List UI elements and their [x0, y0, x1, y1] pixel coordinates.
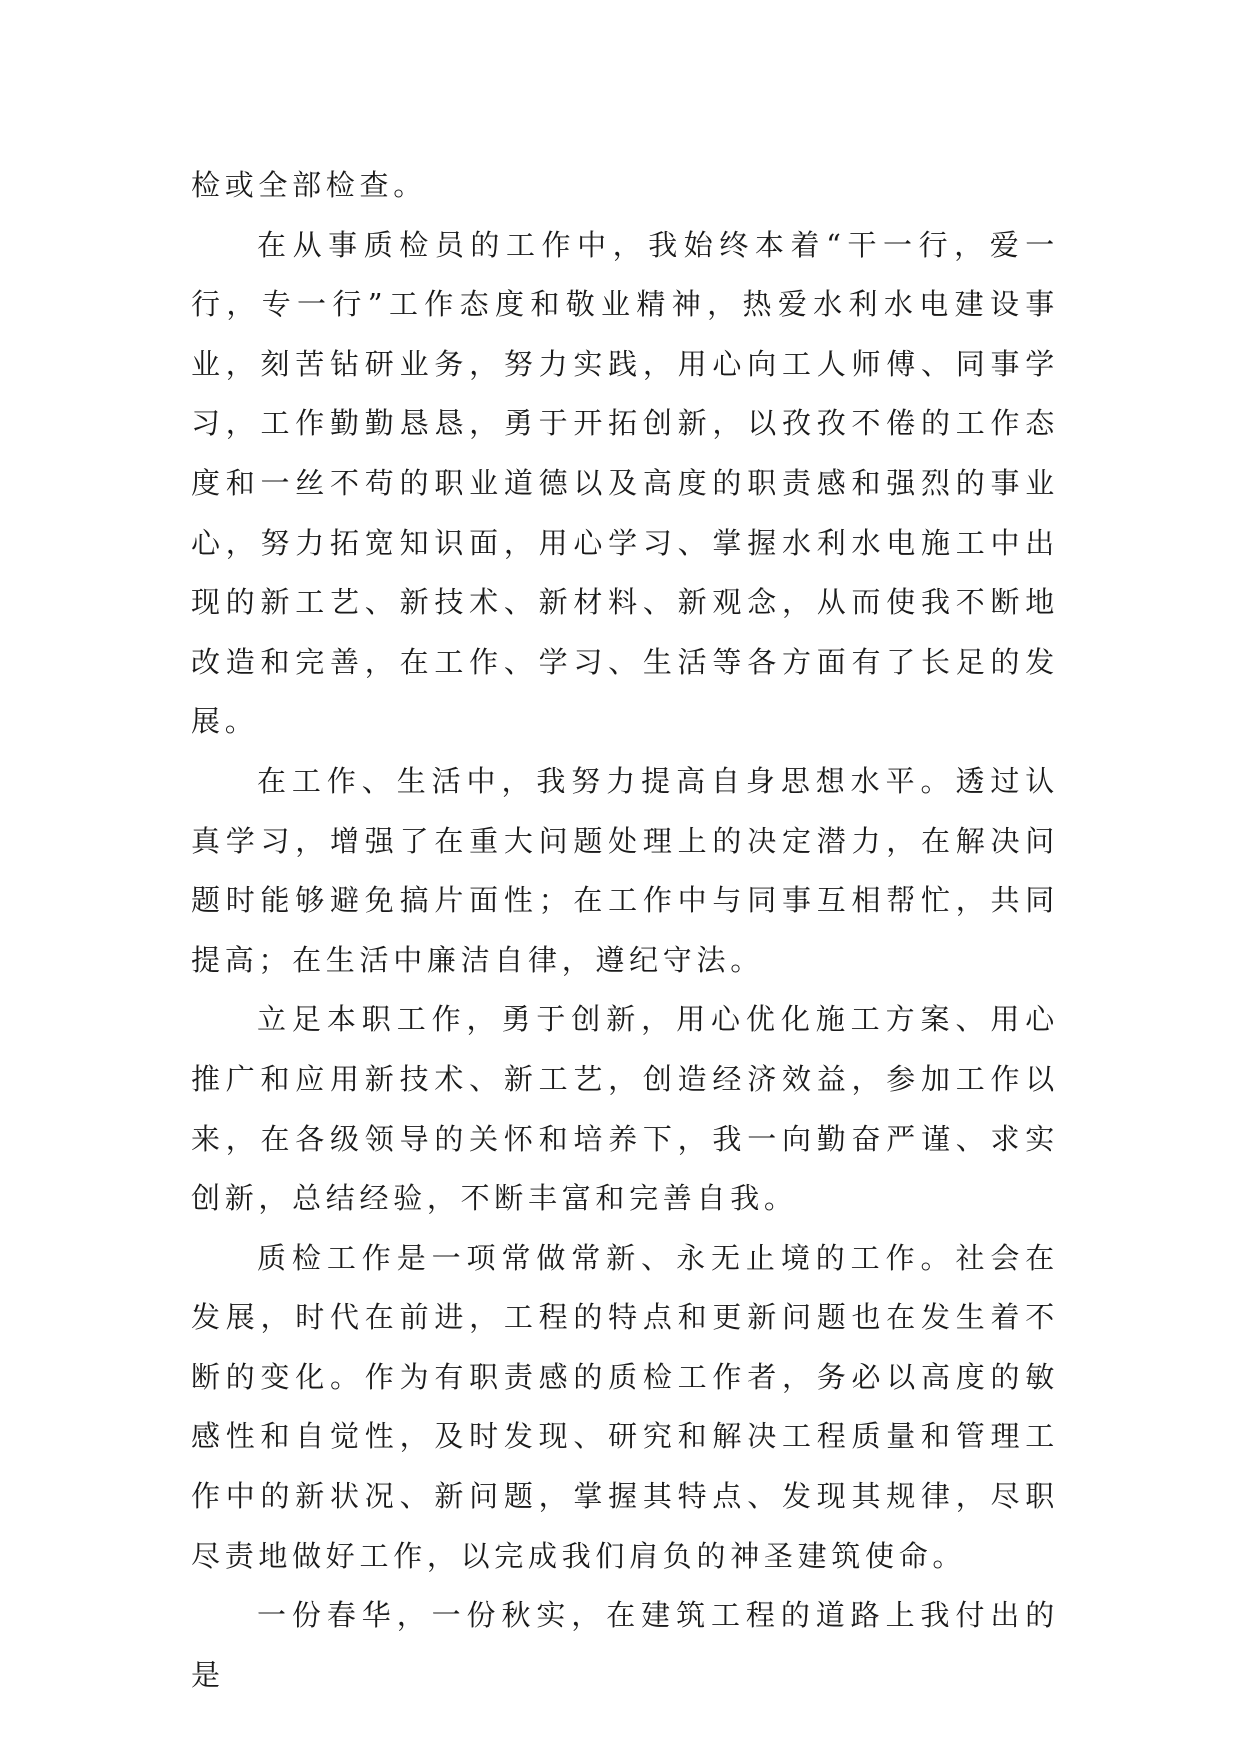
paragraph-closing: 一份春华，一份秋实，在建筑工程的道路上我付出的是	[191, 1598, 1059, 1692]
paragraph-work-attitude: 在从事质检员的工作中，我始终本着“干一行，爱一行，专一行”工作态度和敬业精神，热爱水利水电建设事业，刻苦钻研业务，努力实践，用心向工人师傅、同事学习，工作勤勤恳恳，勇于开拓创新，以孜孜不倦的工作态度和一丝不苟的职业道德以及高度的职责感和强烈的事业心，努力拓宽知识面，用心学习、掌握水利水电施工中出现的新工艺、新技术、新材料、新观念，从而使我不断地改造和完善，在工作、学习、生活等各方面有了长足的发展。	[191, 227, 1059, 739]
paragraph-innovation: 立足本职工作，勇于创新，用心优化施工方案、用心推广和应用新技术、新工艺，创造经济效益，参加工作以来，在各级领导的关怀和培养下，我一向勤奋严谨、求实创新，总结经验，不断丰富和完善自我。	[191, 1002, 1059, 1216]
paragraph-quality-inspection: 质检工作是一项常做常新、永无止境的工作。社会在发展，时代在前进，工程的特点和更新问题也在发生着不断的变化。作为有职责感的质检工作者，务必以高度的敏感性和自觉性，及时发现、研究和解决工程质量和管理工作中的新状况、新问题，掌握其特点、发现其规律，尽职尽责地做好工作，以完成我们肩负的神圣建筑使命。	[191, 1240, 1059, 1573]
paragraph-continuation: 检或全部检查。	[191, 168, 427, 202]
paragraph-self-improvement: 在工作、生活中，我努力提高自身思想水平。透过认真学习，增强了在重大问题处理上的决定潜力，在解决问题时能够避免搞片面性；在工作中与同事互相帮忙，共同提高；在生活中廉洁自律，遵纪守法。	[191, 763, 1059, 977]
body-text	[191, 156, 1059, 1705]
